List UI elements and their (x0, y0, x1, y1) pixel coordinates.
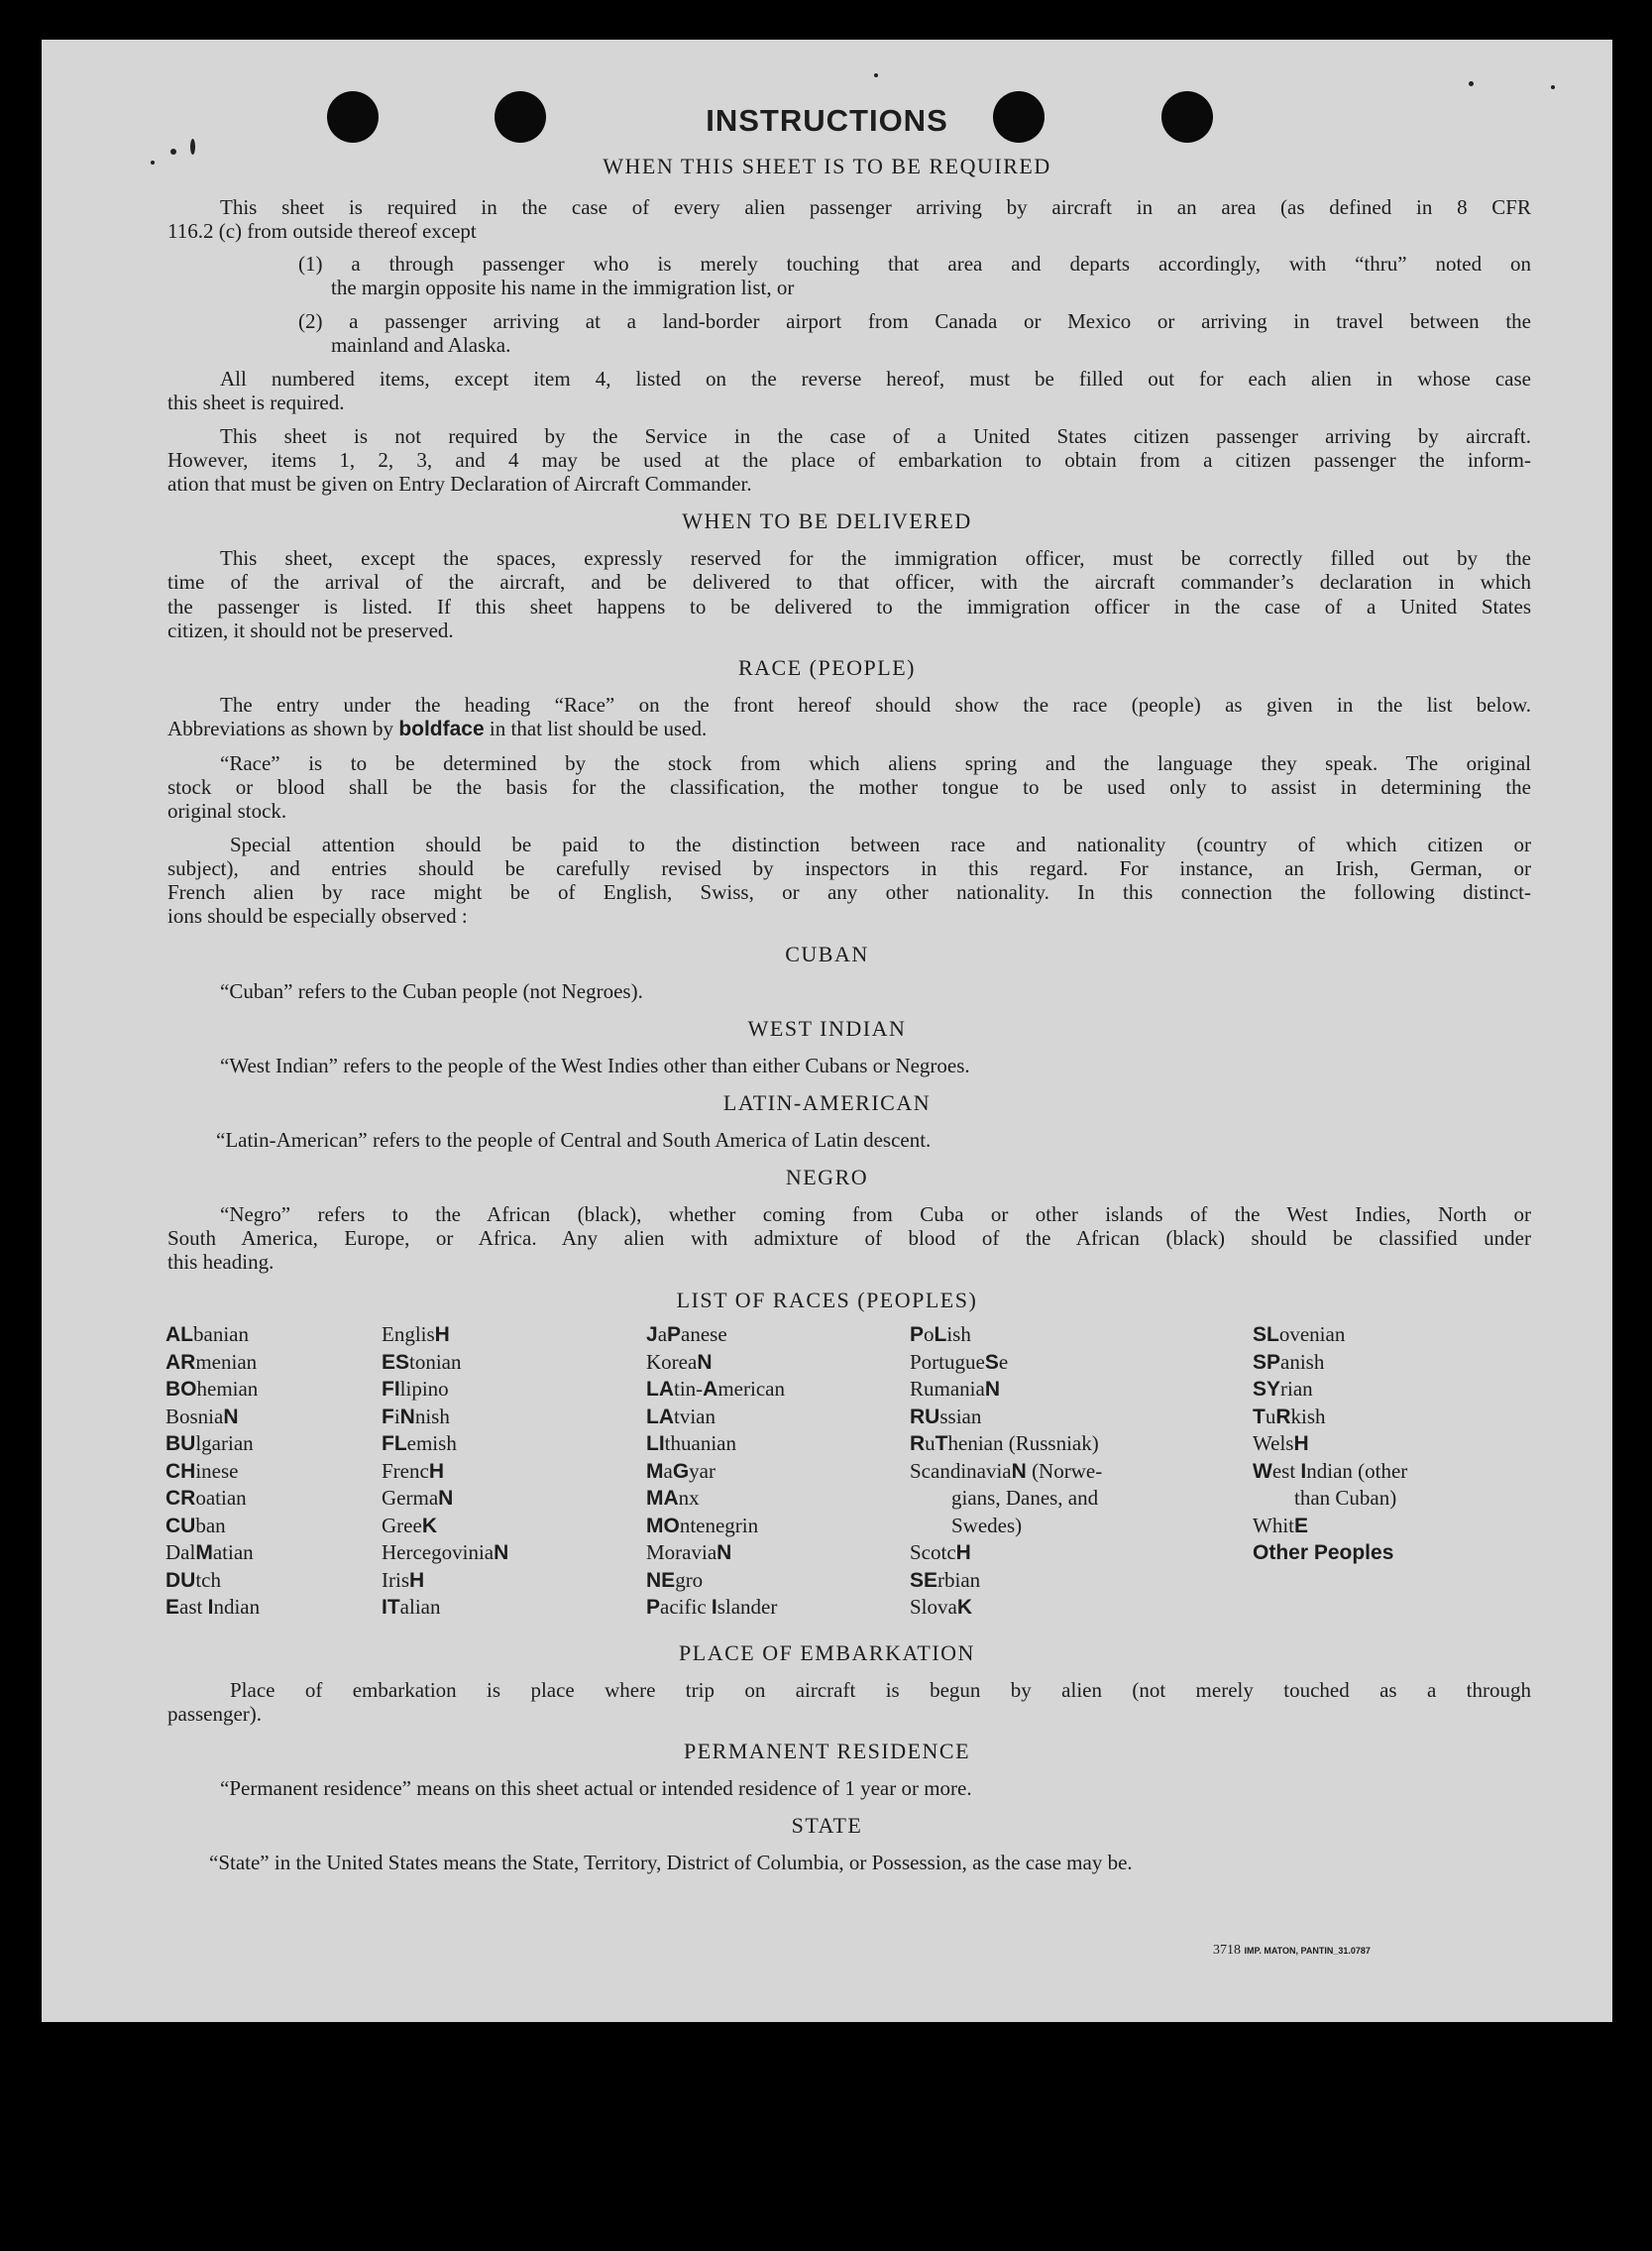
paragraph-line: “Negro” refers to the African (black), whether coming from Cuba or other islands of the West Indies, North or (220, 1202, 1531, 1226)
race-text: Gree (382, 1513, 422, 1537)
race-entry (910, 1349, 1008, 1377)
race-abbreviation: I (1300, 1459, 1307, 1483)
paragraph-line: time of the arrival of the aircraft, and be delivered to that officer, with the aircraft commander’s declaration in which (167, 570, 1531, 594)
race-abbreviation: H (434, 1323, 450, 1346)
race-text: tonian (409, 1349, 462, 1374)
race-abbreviation: G (672, 1459, 690, 1483)
race-entry (1253, 1513, 1308, 1540)
race-text: acific (660, 1595, 712, 1619)
race-abbreviation: E (1294, 1514, 1309, 1537)
race-entry (382, 1404, 450, 1431)
race-entry (1253, 1321, 1345, 1349)
paragraph-line: stock or blood shall be the basis for the classification, the mother tongue to be used only to assist in determining the (167, 775, 1531, 799)
race-text: ban (195, 1513, 226, 1537)
race-abbreviation: MO (646, 1514, 680, 1537)
race-abbreviation: ES (382, 1350, 410, 1374)
race-text: tch (195, 1567, 221, 1592)
race-entry (1253, 1349, 1324, 1377)
race-entry (382, 1321, 450, 1349)
race-text: banian (193, 1322, 249, 1346)
heading-permanent-residence: PERMANENT RESIDENCE (683, 1739, 971, 1763)
heading-west-indian: WEST INDIAN (747, 1016, 907, 1041)
race-text: ndian (other (1306, 1458, 1408, 1483)
race-text: ish (946, 1322, 971, 1346)
race-abbreviation: DU (165, 1568, 196, 1592)
race-abbreviation: SP (1253, 1350, 1281, 1374)
race-abbreviation: LA (646, 1378, 674, 1401)
race-abbreviation: IT (382, 1596, 400, 1619)
race-entry (382, 1513, 437, 1540)
paragraph-line: the margin opposite his name in the immigration list, or (331, 276, 795, 299)
race-entry (382, 1594, 440, 1622)
document-sheet (42, 40, 1612, 2022)
abbreviations-text-end: in that list should be used. (489, 717, 708, 740)
paragraph-line: Special attention should be paid to the distinction between race and nationality (country of which citizen or (230, 833, 1531, 856)
race-text: ndian (213, 1595, 261, 1619)
race-entry (382, 1458, 444, 1486)
race-text: Moravia (646, 1540, 717, 1564)
race-entry (382, 1376, 449, 1404)
race-text: lgarian (195, 1431, 254, 1455)
heading-place-of-embarkation: PLACE OF EMBARKATION (679, 1640, 975, 1665)
paragraph-line: (1) a through passenger who is merely touching that area and departs accordingly, with “thru” noted on (298, 252, 1531, 276)
race-entry (646, 1376, 785, 1404)
race-text: Portugue (910, 1349, 985, 1374)
race-abbreviation: W (1253, 1459, 1272, 1483)
race-entry (910, 1321, 971, 1349)
race-abbreviation: CU (165, 1514, 196, 1537)
race-text: u (1265, 1404, 1276, 1428)
race-text: o (924, 1322, 935, 1346)
paragraph-line: 116.2 (c) from outside thereof except (167, 219, 477, 243)
race-entry (165, 1594, 260, 1622)
race-entry (910, 1430, 1099, 1458)
race-entry (910, 1376, 1000, 1404)
race-text: gro (675, 1567, 704, 1592)
race-abbreviation: A (703, 1378, 718, 1401)
race-text: Bosnia (165, 1404, 224, 1428)
race-text: i (393, 1404, 400, 1428)
race-text: ovenian (1278, 1322, 1346, 1346)
race-abbreviation: AL (165, 1323, 193, 1346)
race-entry (165, 1321, 249, 1349)
race-abbreviation: N (438, 1487, 454, 1510)
heading-when-required: WHEN THIS SHEET IS TO BE REQUIRED (603, 154, 1051, 178)
paragraph-line: All numbered items, except item 4, listed on the reverse hereof, must be filled out for each alien in whose case (220, 367, 1531, 391)
race-abbreviation: FL (382, 1432, 407, 1455)
race-text: emish (406, 1431, 457, 1455)
page-title: INSTRUCTIONS (706, 103, 948, 138)
race-abbreviation: M (646, 1459, 664, 1483)
paragraph-line: mainland and Alaska. (331, 333, 511, 357)
race-entry (165, 1349, 257, 1377)
race-entry (646, 1430, 736, 1458)
race-entry (165, 1430, 254, 1458)
race-abbreviation: P (646, 1596, 661, 1619)
race-abbreviation: N (494, 1541, 509, 1564)
race-entry (910, 1513, 1022, 1540)
race-abbreviation: R (1275, 1405, 1291, 1428)
race-text: lipino (399, 1377, 449, 1401)
race-text: anish (1280, 1349, 1325, 1374)
race-abbreviation: I (711, 1596, 717, 1619)
race-text: tvian (674, 1404, 716, 1428)
race-entry (910, 1567, 980, 1595)
race-entry (165, 1485, 247, 1513)
race-abbreviation: K (956, 1596, 973, 1619)
race-text: tin- (674, 1377, 704, 1401)
race-text: henian (Russniak) (947, 1431, 1099, 1455)
race-abbreviation: P (667, 1323, 682, 1346)
race-entry (646, 1458, 716, 1486)
race-abbreviation: N (1011, 1459, 1027, 1483)
race-abbreviation: H (1293, 1432, 1309, 1455)
paragraph-line: This sheet, except the spaces, expressly reserved for the immigration officer, must be correctly filled out by the (220, 546, 1531, 570)
race-abbreviation: N (223, 1405, 239, 1428)
race-text: gians, Danes, and (910, 1486, 1099, 1510)
race-abbreviation: L (934, 1323, 947, 1346)
race-text: menian (195, 1349, 258, 1374)
race-text: Scandinavia (910, 1458, 1012, 1483)
race-entry (646, 1404, 716, 1431)
race-entry (1253, 1376, 1313, 1404)
paragraph-line: Place of embarkation is place where trip on aircraft is begun by alien (not merely touched as a through (230, 1678, 1531, 1702)
race-entry (910, 1485, 1098, 1513)
paragraph-line: The entry under the heading “Race” on the front hereof should show the race (people) as given in the list below. (220, 693, 1531, 717)
race-abbreviation: I (207, 1596, 214, 1619)
race-text: hemian (196, 1377, 259, 1401)
permanent-residence-definition: “Permanent residence” means on this sheet actual or intended residence of 1 year or more. (220, 1776, 972, 1800)
race-text: merican (717, 1377, 785, 1401)
race-abbreviation: NE (646, 1568, 676, 1592)
paragraph-line: French alien by race might be of English, Swiss, or any other nationality. In this connection the following distinct- (167, 880, 1531, 904)
paragraph-line: This sheet is not required by the Service in the case of a United States citizen passenger arriving by aircraft. (220, 424, 1531, 448)
boldface-word: boldface (398, 718, 485, 740)
heading-list-of-races: LIST OF RACES (PEOPLES) (676, 1288, 978, 1312)
race-abbreviation: M (195, 1541, 213, 1564)
race-entry (910, 1404, 981, 1431)
race-text: Korea (646, 1349, 698, 1374)
race-text: Frenc (382, 1458, 429, 1483)
paragraph-line: this heading. (167, 1250, 275, 1274)
paragraph-line: However, items 1, 2, 3, and 4 may be used at the place of embarkation to obtain from a citizen passenger the inform- (167, 448, 1531, 472)
race-entry (1253, 1458, 1407, 1486)
race-entry (646, 1594, 777, 1622)
race-text: Dal (165, 1540, 196, 1564)
race-abbreviation: LA (646, 1405, 674, 1428)
cuban-definition: “Cuban” refers to the Cuban people (not Negroes). (220, 979, 643, 1003)
paragraph-line: South America, Europe, or Africa. Any alien with admixture of blood of the African (black) should be classified under (167, 1226, 1531, 1250)
paragraph-line: this sheet is required. (167, 391, 345, 414)
paragraph-line: original stock. (167, 799, 287, 823)
race-abbreviation: T (1253, 1405, 1266, 1428)
race-text: Hercegovinia (382, 1540, 495, 1564)
race-text: Englis (382, 1322, 435, 1346)
race-abbreviation: H (409, 1568, 425, 1592)
race-entry (1253, 1404, 1326, 1431)
race-entry (382, 1567, 424, 1595)
race-entry (1253, 1485, 1396, 1513)
race-text: yar (689, 1458, 716, 1483)
race-entry (165, 1567, 221, 1595)
heading-state: STATE (791, 1813, 863, 1838)
paragraph-line: subject), and entries should be carefully revised by inspectors in this regard. For instance, an Irish, German, or (167, 856, 1531, 880)
race-text: e (998, 1349, 1009, 1374)
race-text: ntenegrin (679, 1513, 759, 1537)
race-abbreviation: P (910, 1323, 925, 1346)
race-abbreviation: BU (165, 1432, 196, 1455)
race-entry (646, 1321, 727, 1349)
heading-race: RACE (PEOPLE) (738, 655, 916, 680)
state-definition: “State” in the United States means the State, Territory, District of Columbia, or Possession, as the case may be. (209, 1851, 1133, 1874)
ink-speck (874, 73, 878, 77)
race-text: Swedes) (910, 1513, 1023, 1537)
paragraph-line: ions should be especially observed : (167, 904, 468, 928)
race-entry (1253, 1430, 1309, 1458)
race-text: rbian (937, 1567, 981, 1592)
race-entry (382, 1430, 457, 1458)
race-text: Slova (910, 1595, 957, 1619)
race-text: nx (678, 1486, 700, 1510)
abbreviations-text: Abbreviations as shown by (167, 717, 394, 740)
ink-speck (1551, 85, 1555, 89)
race-abbreviation: H (428, 1459, 444, 1483)
heading-latin-american: LATIN-AMERICAN (722, 1090, 932, 1115)
race-entry (1253, 1539, 1393, 1567)
race-abbreviation: N (697, 1350, 713, 1374)
paragraph-line (167, 717, 707, 741)
race-text: slander (716, 1595, 778, 1619)
race-abbreviation: R (910, 1432, 926, 1455)
race-text: Rumania (910, 1377, 985, 1401)
race-entry (646, 1513, 758, 1540)
paragraph-line: passenger). (167, 1702, 263, 1726)
race-text: (Norwe- (1026, 1458, 1103, 1483)
race-abbreviation: BO (165, 1378, 197, 1401)
ink-speck (1469, 81, 1474, 86)
race-text: Wels (1253, 1431, 1294, 1455)
race-text: Whit (1253, 1513, 1294, 1537)
race-abbreviation: RU (910, 1405, 940, 1428)
race-text: Germa (382, 1486, 439, 1510)
paragraph-line: the passenger is listed. If this sheet happens to be delivered to the immigration officer in the case of a United States (167, 595, 1531, 619)
race-entry (646, 1539, 731, 1567)
paragraph-line: “Race” is to be determined by the stock from which aliens spring and the language they speak. The original (220, 751, 1531, 775)
race-abbreviation: F (382, 1405, 394, 1428)
race-text: nish (414, 1404, 450, 1428)
race-text: rian (1280, 1377, 1313, 1401)
race-entry (165, 1376, 258, 1404)
race-entry (165, 1513, 226, 1540)
race-text: est (1271, 1458, 1301, 1483)
race-entry (910, 1458, 1102, 1486)
race-text: ast (179, 1595, 208, 1619)
ink-speck (190, 139, 195, 155)
race-text: atian (212, 1540, 254, 1564)
latin-american-definition: “Latin-American” refers to the people of Central and South America of Latin descent. (216, 1128, 932, 1152)
race-entry (382, 1485, 453, 1513)
printer-imprint: IMP. MATON, PANTIN_31.0787 (1244, 1946, 1371, 1956)
race-entry (165, 1458, 239, 1486)
form-number: 3718 (1213, 1943, 1241, 1958)
race-abbreviation: CR (165, 1487, 196, 1510)
race-abbreviation: H (955, 1541, 971, 1564)
race-text: Iris (382, 1567, 409, 1592)
race-entry (165, 1404, 239, 1431)
race-abbreviation: AR (165, 1350, 196, 1374)
heading-when-delivered: WHEN TO BE DELIVERED (682, 508, 972, 533)
race-abbreviation: E (165, 1596, 180, 1619)
race-entry (165, 1539, 254, 1567)
race-abbreviation: CH (165, 1459, 196, 1483)
race-text: kish (1290, 1404, 1326, 1428)
race-abbreviation: SE (910, 1568, 938, 1592)
race-entry (646, 1485, 700, 1513)
race-abbreviation: S (984, 1350, 999, 1374)
paragraph-line: (2) a passenger arriving at a land-border airport from Canada or Mexico or arriving in travel between the (298, 309, 1531, 333)
race-abbreviation: K (421, 1514, 437, 1537)
paragraph-line: citizen, it should not be preserved. (167, 619, 454, 642)
race-text: anese (681, 1322, 727, 1346)
race-text: a (663, 1458, 673, 1483)
race-text: thuanian (664, 1431, 736, 1455)
race-text: oatian (195, 1486, 247, 1510)
race-abbreviation: N (399, 1405, 415, 1428)
form-footer (1213, 1943, 1371, 1959)
race-abbreviation: N (984, 1378, 1000, 1401)
race-abbreviation: FI (382, 1378, 400, 1401)
west-indian-definition: “West Indian” refers to the people of the West Indies other than either Cubans or Negroes. (220, 1054, 970, 1077)
race-abbreviation: J (646, 1323, 658, 1346)
race-abbreviation: N (716, 1541, 732, 1564)
paragraph-line: This sheet is required in the case of every alien passenger arriving by aircraft in an area (as defined in 8 CFR (220, 195, 1531, 219)
race-text: Scotc (910, 1540, 956, 1564)
race-entry (910, 1539, 971, 1567)
heading-negro: NEGRO (785, 1165, 869, 1189)
race-text: a (657, 1322, 668, 1346)
paragraph-line: ation that must be given on Entry Declaration of Aircraft Commander. (167, 472, 752, 496)
race-text: than Cuban) (1253, 1486, 1397, 1510)
race-entry (382, 1349, 462, 1377)
race-text: alian (399, 1595, 441, 1619)
race-abbreviation: LI (646, 1432, 665, 1455)
race-text: inese (195, 1458, 239, 1483)
race-entry (910, 1594, 972, 1622)
race-text: u (925, 1431, 936, 1455)
race-text: ssian (939, 1404, 982, 1428)
race-abbreviation: Other Peoples (1253, 1541, 1394, 1564)
race-abbreviation: SY (1253, 1378, 1281, 1401)
race-abbreviation: SL (1253, 1323, 1279, 1346)
heading-cuban: CUBAN (785, 942, 869, 966)
race-entry (646, 1567, 703, 1595)
race-abbreviation: T (935, 1432, 948, 1455)
race-entry (382, 1539, 508, 1567)
race-entry (646, 1349, 712, 1377)
race-abbreviation: MA (646, 1487, 679, 1510)
